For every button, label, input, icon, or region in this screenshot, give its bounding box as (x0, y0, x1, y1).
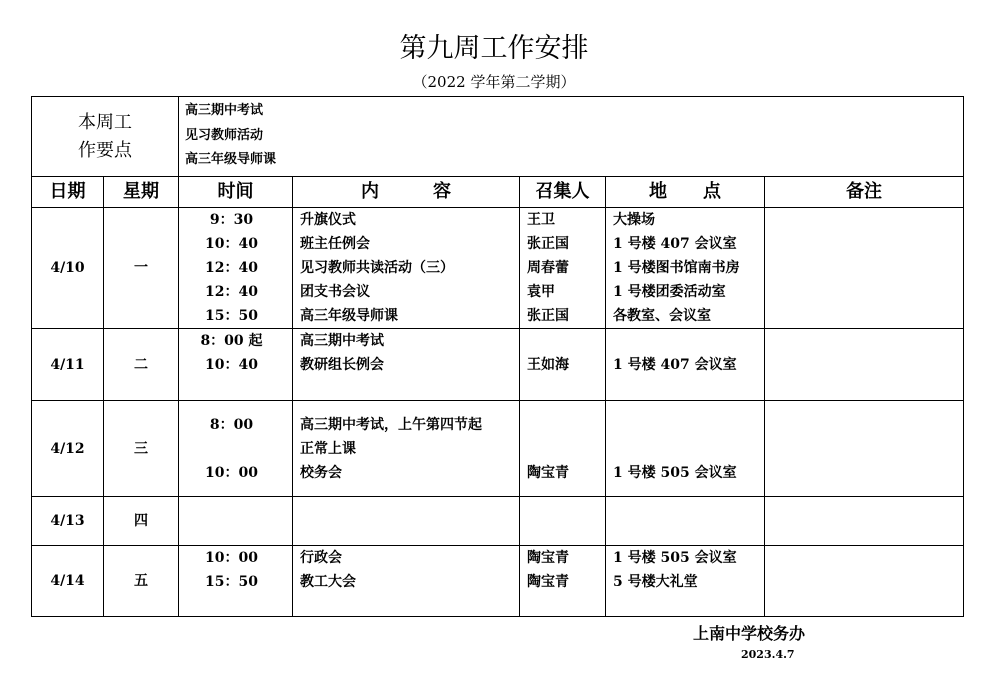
table-row (32, 546, 964, 617)
focus-item: 高三年级导师课 (185, 152, 277, 167)
focus-label (32, 97, 179, 177)
convener-line: 袁甲 (527, 284, 555, 300)
location-line: 1 号楼 407 会议室 (613, 236, 737, 252)
time-line: 8：00 (209, 416, 254, 433)
date-cell: 4/12 (32, 401, 104, 497)
time-line: 12：40 (205, 260, 258, 276)
time-line: 12：40 (205, 284, 258, 300)
issuer-signature: 上南中学校务办 (693, 624, 806, 643)
content-line: 校务会 (300, 464, 342, 481)
weekday-cell: 一 (104, 208, 179, 329)
convener-cell (520, 208, 606, 329)
convener-line: 陶宝青 (527, 464, 569, 481)
table-row (32, 208, 964, 329)
location-cell (606, 401, 765, 497)
content-cell (293, 208, 520, 329)
remarks-cell (765, 401, 964, 497)
convener-line: 周春蕾 (527, 260, 569, 276)
location-line: 1 号楼团委活动室 (613, 284, 726, 300)
content-line: 见习教师共读活动（三） (300, 260, 454, 276)
weekday-cell: 二 (104, 329, 179, 401)
location-line: 5 号楼大礼堂 (613, 574, 698, 590)
time-line: 15：50 (205, 308, 258, 324)
location-line: 1 号楼图书馆南书房 (613, 260, 740, 276)
page-title: 第九周工作安排 (399, 33, 589, 64)
issue-date: 2023.4.7 (741, 648, 795, 661)
location-cell (606, 546, 765, 617)
remarks-cell (765, 546, 964, 617)
convener-cell (520, 546, 606, 617)
remarks-cell (765, 208, 964, 329)
content-line: 行政会 (300, 550, 342, 566)
remarks-cell (765, 497, 964, 546)
location-line: 1 号楼 505 会议室 (613, 550, 737, 566)
content-cell (293, 497, 520, 546)
convener-cell (520, 329, 606, 401)
content-cell (293, 546, 520, 617)
time-line: 8：00 起 (200, 333, 263, 349)
table-row (32, 497, 964, 546)
time-line: 10：40 (205, 357, 258, 373)
convener-line: 陶宝青 (527, 550, 569, 566)
time-cell (179, 546, 293, 617)
time-cell (179, 401, 293, 497)
focus-item: 见习教师活动 (185, 127, 264, 143)
time-line: 10：40 (205, 236, 258, 252)
header-location: 地 点 (606, 177, 765, 208)
schedule-table (31, 96, 964, 617)
convener-line: 王如海 (527, 357, 569, 373)
time-line: 15：50 (205, 574, 258, 590)
content-line: 教研组长例会 (300, 357, 384, 373)
remarks-cell (765, 329, 964, 401)
header-content: 内 容 (293, 177, 520, 208)
location-line: 1 号楼 407 会议室 (613, 357, 737, 373)
header-time: 时间 (179, 177, 293, 208)
table-row (32, 329, 964, 401)
date-cell: 4/14 (32, 546, 104, 617)
location-line: 1 号楼 505 会议室 (613, 464, 737, 481)
focus-row (32, 97, 964, 177)
convener-line: 张正国 (527, 308, 569, 324)
content-line: 高三年级导师课 (300, 308, 398, 324)
content-line: 教工大会 (300, 574, 356, 590)
location-cell (606, 329, 765, 401)
content-line: 正常上课 (300, 440, 356, 457)
convener-cell (520, 401, 606, 497)
time-cell (179, 208, 293, 329)
table-row (32, 401, 964, 497)
weekday-cell: 四 (104, 497, 179, 546)
convener-cell (520, 497, 606, 546)
date-cell: 4/10 (32, 208, 104, 329)
focus-items (179, 97, 964, 177)
time-cell (179, 329, 293, 401)
content-line: 升旗仪式 (300, 212, 356, 228)
location-cell (606, 208, 765, 329)
header-date: 日期 (32, 177, 104, 208)
convener-line: 陶宝青 (527, 574, 569, 590)
time-line: 10：00 (205, 464, 258, 481)
weekday-cell: 五 (104, 546, 179, 617)
content-line: 高三期中考试，上午第四节起 (300, 416, 482, 433)
header-convener: 召集人 (520, 177, 606, 208)
time-cell (179, 497, 293, 546)
content-line: 团支书会议 (300, 284, 370, 300)
location-line: 大操场 (613, 212, 655, 228)
convener-line: 王卫 (527, 212, 555, 228)
date-cell: 4/11 (32, 329, 104, 401)
focus-label-line: 作要点 (78, 139, 132, 161)
location-cell (606, 497, 765, 546)
location-line: 各教室、会议室 (613, 308, 711, 324)
time-line: 10：00 (205, 550, 258, 566)
time-line: 9：30 (209, 212, 254, 228)
focus-label-line: 本周工 (78, 111, 132, 133)
weekday-cell: 三 (104, 401, 179, 497)
header-weekday: 星期 (104, 177, 179, 208)
page-subtitle: （2022 学年第二学期） (412, 73, 576, 91)
content-line: 班主任例会 (300, 236, 370, 252)
content-cell (293, 401, 520, 497)
content-cell (293, 329, 520, 401)
header-row (32, 177, 964, 208)
focus-item: 高三期中考试 (185, 103, 264, 118)
content-line: 高三期中考试 (300, 333, 384, 349)
header-remarks: 备注 (765, 177, 964, 208)
convener-line: 张正国 (527, 236, 569, 252)
date-cell: 4/13 (32, 497, 104, 546)
